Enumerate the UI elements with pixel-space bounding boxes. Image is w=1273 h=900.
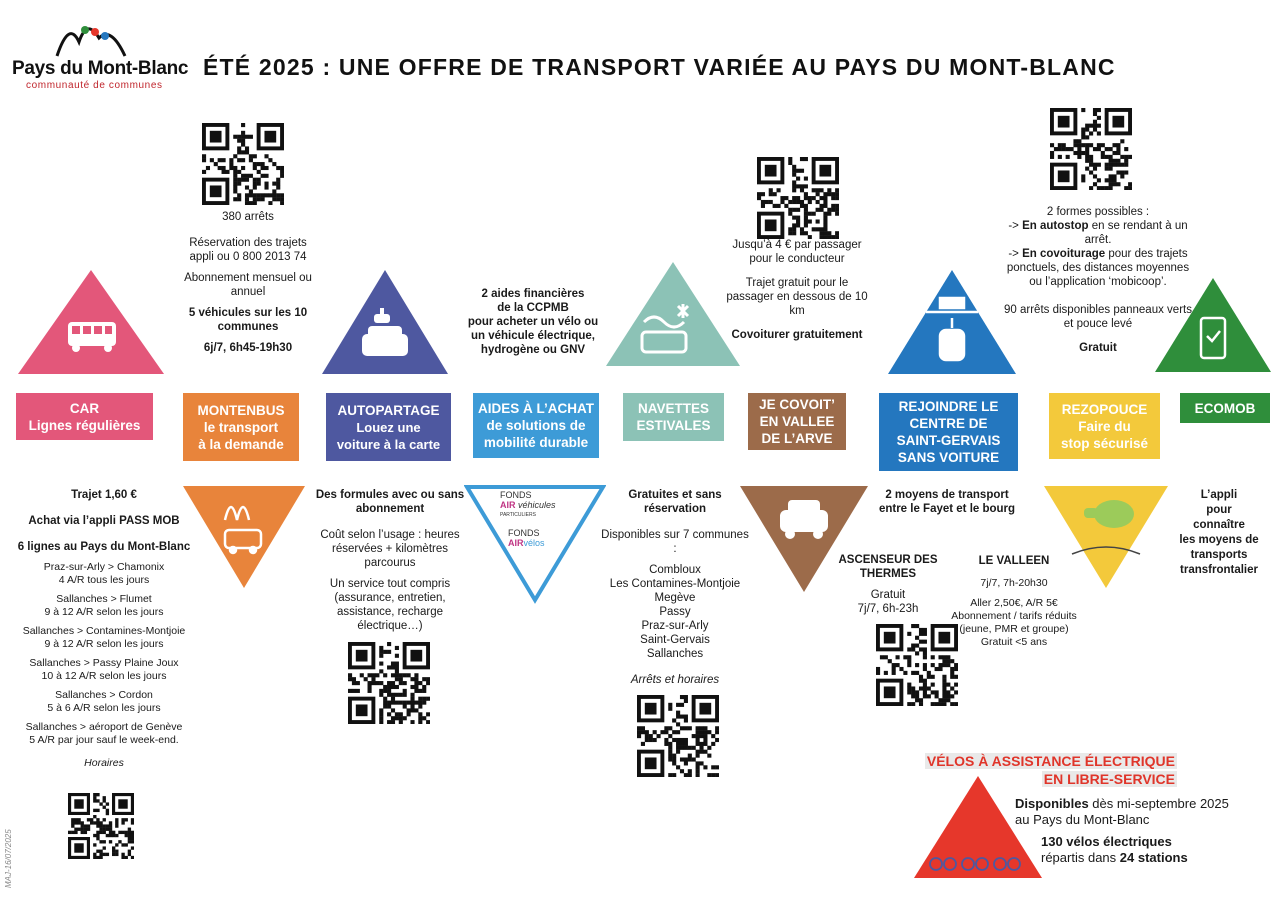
saint-gervais-label: REJOINDRE LE CENTRE DE SAINT-GERVAIS SANS VOITURE [879, 393, 1018, 471]
covoit-qr-code [757, 157, 839, 239]
vae-title: VÉLOS À ASSISTANCE ÉLECTRIQUE EN LIBRE-SERVICE [926, 753, 1175, 787]
autopartage-formules: Des formules avec ou sans abonnement [315, 489, 465, 515]
ecomob-triangle [1153, 276, 1273, 374]
montenbus-triangle [181, 484, 307, 590]
car-route-item [4, 593, 204, 619]
montenbus-horaires: 6j/7, 6h45-19h30 [203, 342, 293, 354]
montenbus-abonnement: Abonnement mensuel ou annuel [184, 272, 312, 298]
car-qr-code [68, 793, 134, 859]
rezopouce-covoiturage: -> En covoiturage pour des trajets ponctuels, des distances moyennes ou l’application ‘mobicoop’. [1006, 248, 1190, 288]
page-title: ÉTÉ 2025 : UNE OFFRE DE TRANSPORT VARIÉE AU PAYS DU MONT-BLANC [203, 54, 1116, 80]
navettes-gratuites: Gratuites et sans réservation [628, 489, 722, 515]
montenbus-qr-code [202, 123, 284, 205]
autopartage-qr-code [348, 642, 430, 724]
car-route-frequency: 5 à 6 A/R selon les jours [47, 702, 161, 714]
car-trajet: Trajet 1,60 € [71, 489, 137, 501]
update-date: MAJ-16/07/2025 [4, 829, 13, 888]
ecomob-text: L’appli pour connaître les moyens de transports transfrontalier [1179, 489, 1259, 576]
car-route-frequency: 9 à 12 A/R selon les jours [44, 606, 164, 618]
car-route-name: Sallanches > aéroport de Genève [25, 721, 183, 733]
autopartage-cout: Coût selon l’usage : heures réservées + kilomètres parcourus [320, 529, 460, 569]
autopartage-triangle [320, 268, 450, 376]
aides-text: 2 aides financières de la CCPMB pour acheter un vélo ou un véhicule électrique, hydrogène ou GNV [467, 288, 599, 356]
ascenseur-prix: Gratuit [870, 589, 906, 601]
montenbus-details [178, 210, 318, 362]
car-achat: Achat via l’appli PASS MOB [28, 515, 180, 527]
navettes-label: NAVETTES ESTIVALES [623, 393, 724, 441]
car-route-frequency: 5 A/R par jour sauf le week-end. [29, 734, 179, 746]
car-route-name: Sallanches > Cordon [55, 689, 153, 701]
car-label: CAR Lignes régulières [16, 393, 153, 440]
rezopouce-autostop: -> En autostop en se rendant à un arrêt. [1008, 220, 1188, 246]
covoit-prix: Jusqu’à 4 € par passager pour le conducteur [732, 239, 862, 265]
ascenseur-title: ASCENSEUR DES THERMES [838, 554, 938, 580]
rezopouce-triangle [1042, 484, 1170, 590]
car-route-name: Sallanches > Flumet [56, 593, 152, 605]
rezopouce-qr-code [1050, 108, 1132, 190]
covoit-gratuit: Trajet gratuit pour le passager en dessous de 10 km [726, 277, 868, 317]
montenbus-vehicules: 5 véhicules sur les 10 communes [188, 307, 308, 333]
ascenseur-horaires: 7j/7, 6h-23h [857, 603, 919, 615]
autopartage-details [310, 488, 470, 640]
saint-gervais-moyens: 2 moyens de transport entre le Fayet et le bourg [878, 489, 1016, 515]
navettes-qr-code [637, 695, 719, 777]
logo-subtitle: communauté de communes [26, 80, 163, 91]
car-route-item [4, 689, 204, 715]
navettes-disponibles: Disponibles sur 7 communes : [601, 529, 749, 555]
logo-mountain-icon [55, 18, 145, 60]
navettes-commune-item: Passy [659, 606, 691, 618]
valleen-title: LE VALLEEN [978, 555, 1050, 567]
car-triangle [16, 268, 166, 376]
rezopouce-gratuit: Gratuit [1079, 342, 1117, 354]
navettes-triangle [604, 260, 742, 368]
navettes-commune-item: Combloux [649, 564, 701, 576]
covoit-label: JE COVOIT’ EN VALLEE DE L’ARVE [748, 393, 846, 450]
navettes-commune-item: Sallanches [646, 648, 704, 660]
navettes-commune-item: Megève [654, 592, 696, 604]
car-lignes: 6 lignes au Pays du Mont-Blanc [17, 541, 191, 553]
car-route-name: Sallanches > Passy Plaine Joux [29, 657, 179, 669]
aides-label: AIDES À L’ACHAT de solutions de mobilité durable [473, 393, 599, 458]
car-route-name: Praz-sur-Arly > Chamonix [43, 561, 165, 573]
car-route-frequency: 4 A/R tous les jours [58, 574, 150, 586]
car-route-name: Sallanches > Contamines-Montjoie [22, 625, 186, 637]
car-route-item [4, 561, 204, 587]
navettes-arrets: Arrêts et horaires [630, 674, 720, 686]
car-details [4, 488, 204, 777]
valleen-horaires: 7j/7, 7h-20h30 [980, 577, 1048, 589]
covoit-slogan: Covoiturer gratuitement [731, 329, 863, 341]
rezopouce-label: REZOPOUCE Faire du stop sécurisé [1049, 393, 1160, 459]
car-routes-list [4, 561, 204, 747]
navettes-details [600, 488, 750, 694]
valleen-gratuit: Gratuit <5 ans [980, 636, 1048, 648]
vae-details: Disponibles dès mi-septembre 2025 au Pays du Mont-Blanc 130 vélos électriques répartis dans 24 stations [1015, 796, 1229, 865]
navettes-commune-item: Saint-Gervais [640, 634, 710, 646]
saint-gervais-triangle [886, 268, 1018, 376]
navettes-commune-item: Praz-sur-Arly [641, 620, 709, 632]
car-route-item [4, 657, 204, 683]
fonds-air-vehicules-logo: FONDS AIR véhicules PARTICULIERS [500, 490, 556, 518]
logo-name: Pays du Mont-Blanc [12, 58, 189, 79]
montenbus-arrets: 380 arrêts [222, 211, 274, 223]
car-route-frequency: 9 à 12 A/R selon les jours [44, 638, 164, 650]
rezopouce-formes: 2 formes possibles : [1046, 206, 1150, 218]
ecomob-label: ECOMOB [1180, 393, 1270, 423]
montenbus-label: MONTENBUS le transport à la demande [183, 393, 299, 461]
rezopouce-arrets: 90 arrêts disponibles panneaux verts et pouce levé [1004, 304, 1192, 330]
car-route-item [4, 625, 204, 651]
car-route-item [4, 721, 204, 747]
fonds-air-velos-logo: FONDS AIRvélos [508, 528, 545, 548]
montenbus-reservation: Réservation des trajets appli ou 0 800 2013 74 [189, 237, 307, 263]
car-route-frequency: 10 à 12 A/R selon les jours [41, 670, 167, 682]
valleen-abo: Abonnement / tarifs réduits (jeune, PMR et groupe) [951, 610, 1077, 635]
navettes-commune-item: Les Contamines-Montjoie [609, 578, 741, 590]
ascenseur-details [838, 553, 938, 616]
valleen-prix: Aller 2,50€, A/R 5€ [970, 597, 1058, 609]
navettes-communes-list [600, 563, 750, 661]
autopartage-label: AUTOPARTAGE Louez une voiture à la carte [326, 393, 451, 461]
car-horaires: Horaires [84, 757, 124, 769]
autopartage-service: Un service tout compris (assurance, entretien, assistance, recharge électrique…) [329, 578, 451, 632]
covoit-details [724, 238, 870, 349]
